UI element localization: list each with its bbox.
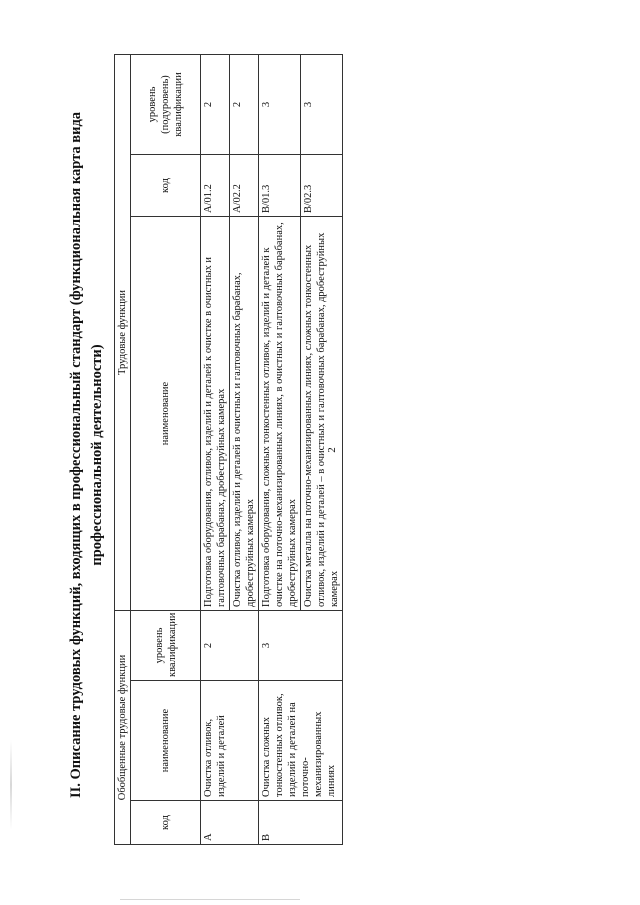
function-name: Очистка отливок, изделий и деталей в очистных и галтовочных барабанах, дробеструйных камерах xyxy=(230,217,259,611)
group-level: 2 xyxy=(201,611,259,681)
group-code: A xyxy=(201,801,259,845)
group-name: Очистка сложных тонкостенных отливок, изделий и деталей на поточно-механизированных линиях xyxy=(259,681,343,801)
heading-line-1: II. Описание трудовых функций, входящих в профессиональный стандарт (функциональная карта вида xyxy=(68,111,84,799)
header-tf-level: уровень (подуровень) квалификации xyxy=(131,54,201,154)
header-row-columns xyxy=(131,54,201,844)
group-name: Очистка отливок, изделий и деталей xyxy=(201,681,259,801)
function-level: 3 xyxy=(259,54,301,154)
scan-bottom-mark xyxy=(120,899,300,900)
table-row xyxy=(259,54,301,844)
function-level: 2 xyxy=(230,54,259,154)
header-code: код xyxy=(131,801,201,845)
function-code: A/02.2 xyxy=(230,155,259,217)
header-name: наименование xyxy=(131,681,201,801)
header-tf-code: код xyxy=(131,155,201,217)
heading-line-2: профессиональной деятельности) xyxy=(89,344,105,566)
group-code: B xyxy=(259,801,343,845)
group-level: 3 xyxy=(259,611,343,681)
function-level: 3 xyxy=(301,54,343,154)
header-labor-functions: Трудовые функции xyxy=(115,54,131,610)
page-number: 2 xyxy=(326,447,338,453)
table-row xyxy=(201,54,230,844)
function-code: A/01.2 xyxy=(201,155,230,217)
function-code: B/01.3 xyxy=(259,155,301,217)
scan-edge-mark xyxy=(10,740,12,830)
header-row-groups xyxy=(115,54,131,844)
function-name: Подготовка оборудования, отливок, изделий и деталей к очистке в очистных и галтовочных барабанах, дробеструйных камерах xyxy=(201,217,230,611)
function-code: B/02.3 xyxy=(301,155,343,217)
function-name: Очистка металла на поточно-механизированных линиях, сложных тонкостенных отливок, изделий и деталей – в очистных и галтовочных барабанах, дробеструйных камерах xyxy=(301,217,343,611)
header-tf-name: наименование xyxy=(131,217,201,611)
function-level: 2 xyxy=(201,54,230,154)
header-level: уровень квалификации xyxy=(131,611,201,681)
functional-map-table-wrapper xyxy=(114,55,338,845)
function-name: Подготовка оборудования, сложных тонкостенных отливок, изделий и деталей к очистке на поточно-механизированных линиях, в очистных и галтовочных барабанах, дробеструйных камерах xyxy=(259,217,301,611)
header-generalized-functions: Обобщенные трудовые функции xyxy=(115,611,131,845)
functional-map-table xyxy=(114,54,343,845)
